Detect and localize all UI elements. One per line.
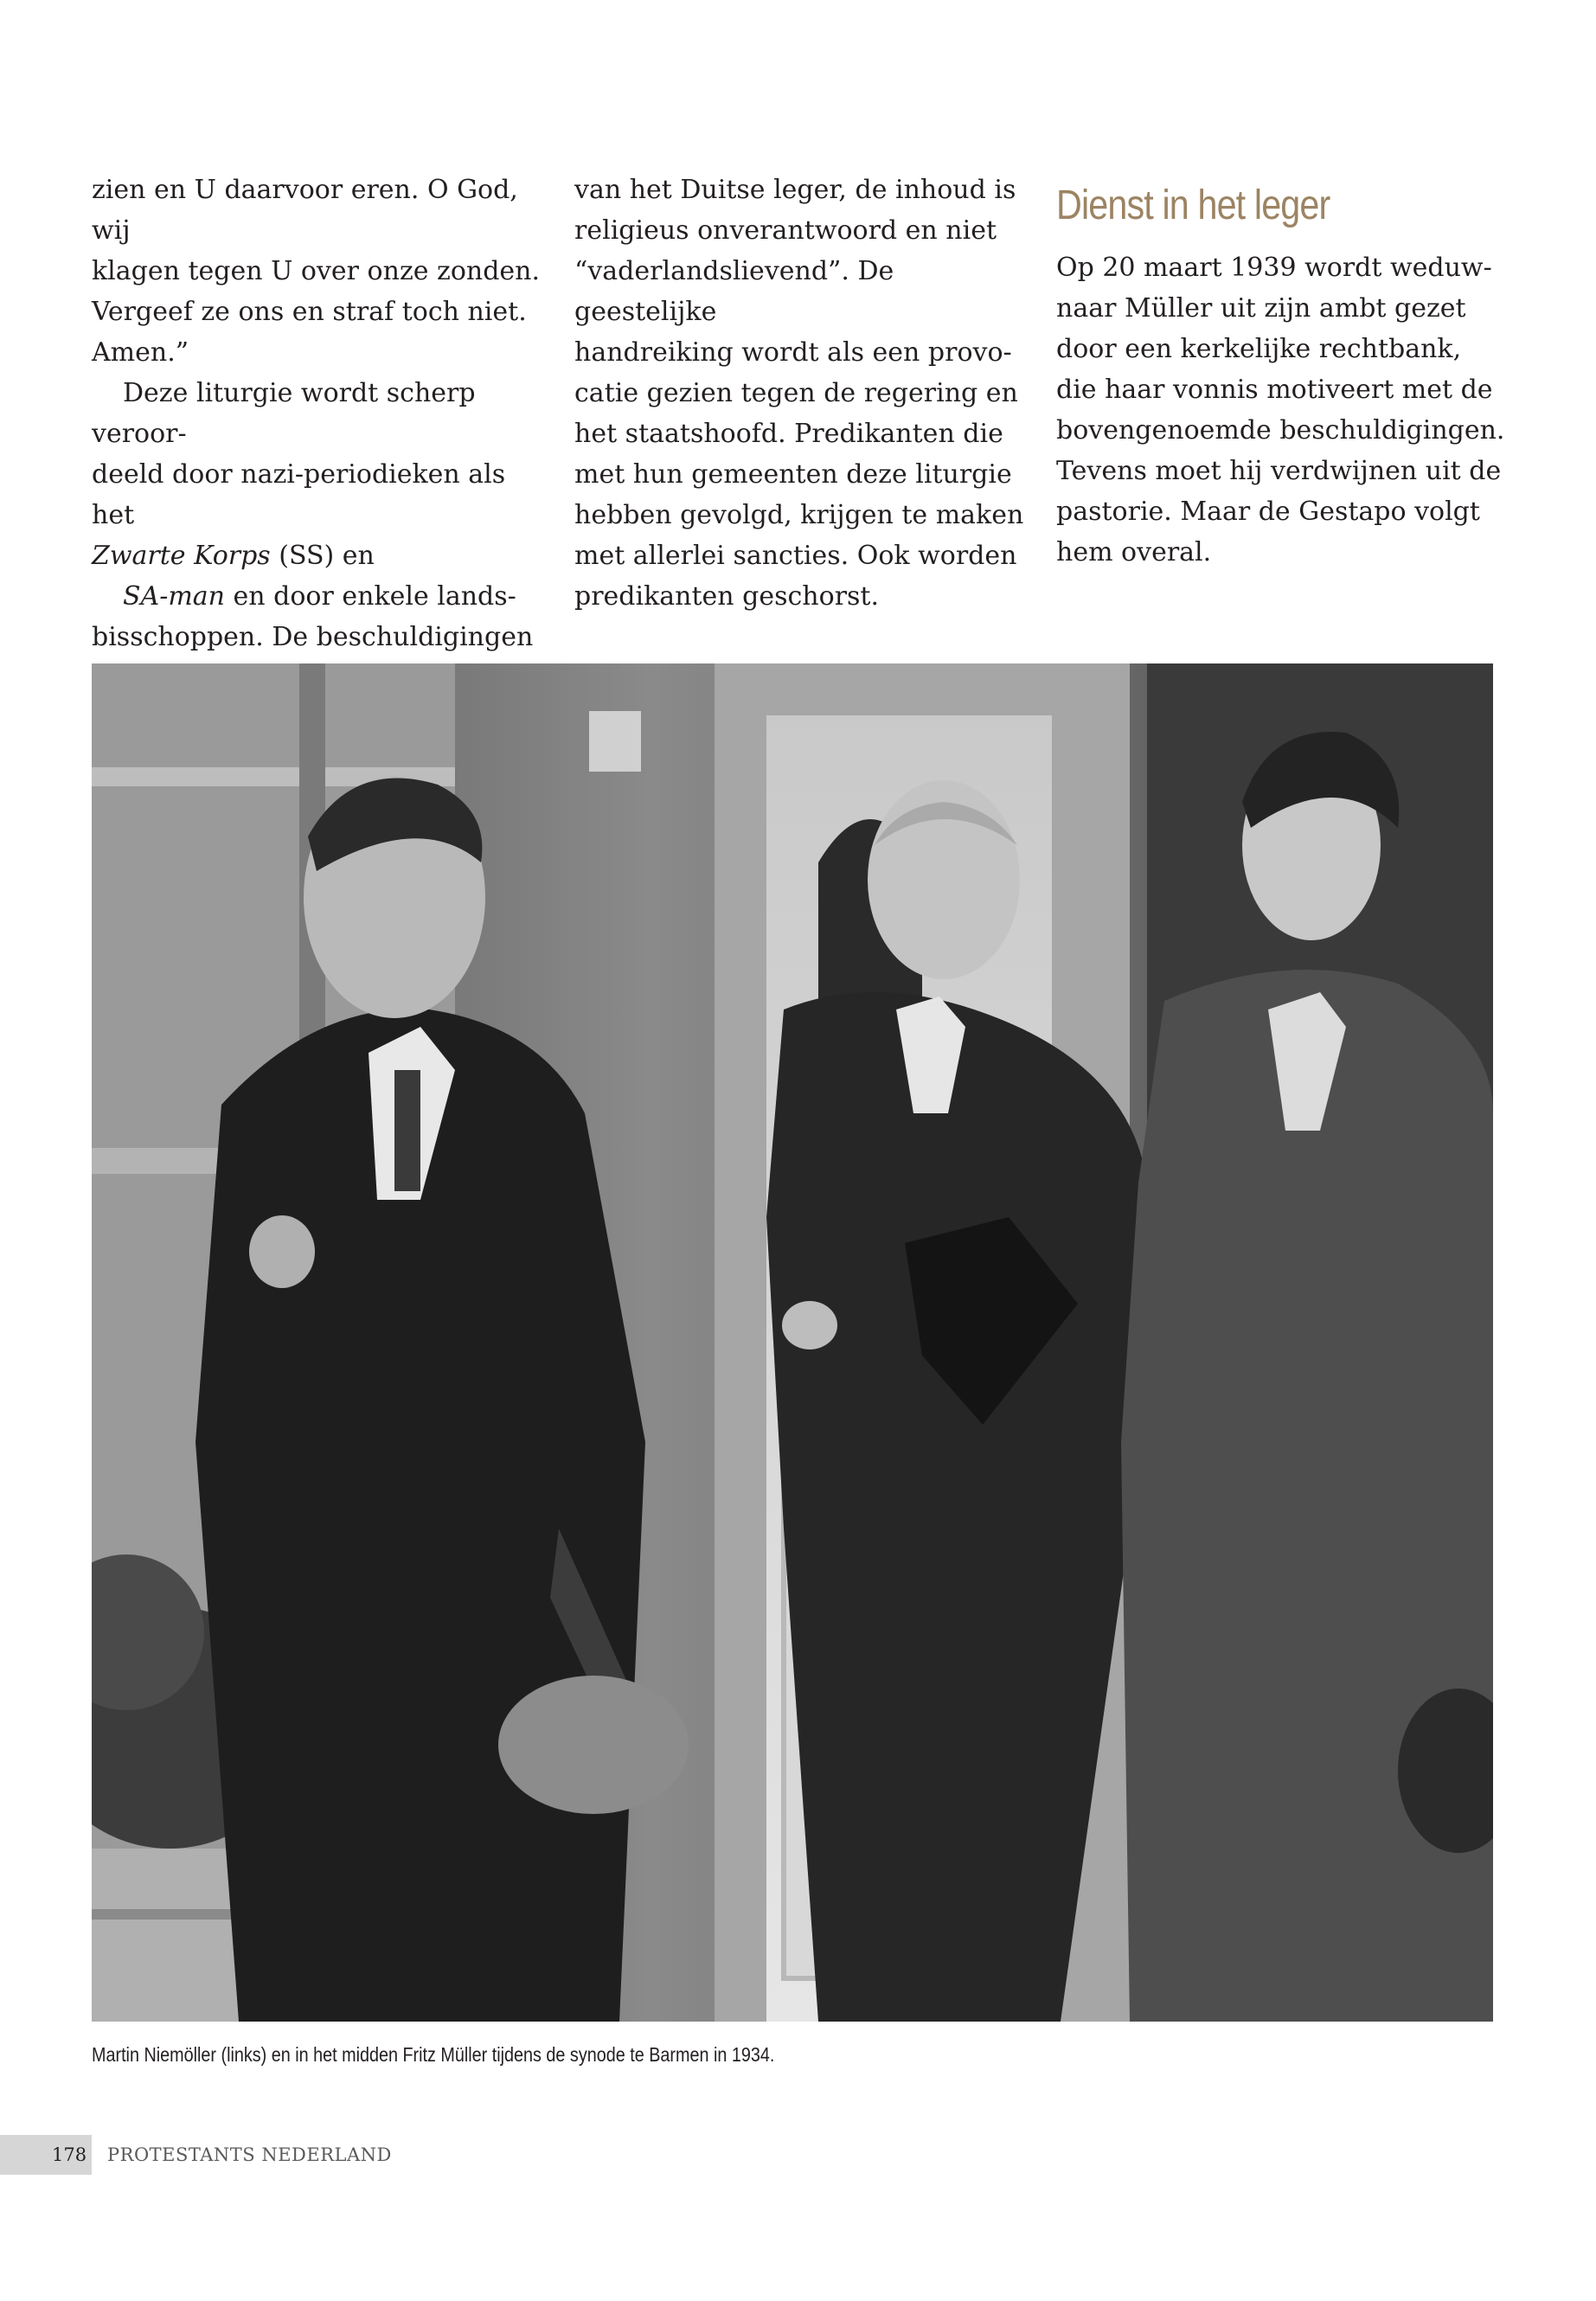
text-line: predikanten geschorst. <box>574 581 880 612</box>
text-run: (SS) en <box>270 541 375 571</box>
text-line: hem overal. <box>1056 537 1212 567</box>
page-number: 178 <box>52 2144 87 2165</box>
text-line: Tevens moet hij verdwijnen uit de <box>1056 456 1502 486</box>
text-line: handreiking wordt als een provo- <box>574 337 1012 368</box>
text-line: pastorie. Maar de Gestapo volgt <box>1056 497 1480 527</box>
text-line: Amen.” <box>92 337 189 368</box>
text-line: klagen tegen U over onze zonden. <box>92 256 541 286</box>
text-line: zien en U daarvoor eren. O God, wij <box>92 175 518 246</box>
text-line: van het Duitse leger, de inhoud is <box>574 175 1016 205</box>
text-line: Deze liturgie wordt scherp veroor- <box>92 378 476 449</box>
running-head: PROTESTANTS NEDERLAND <box>107 2144 392 2165</box>
text-line: door een kerkelijke rechtbank, <box>1056 334 1462 364</box>
text-column-3 <box>1056 247 1506 573</box>
text-run: en door enkele lands- <box>225 581 516 612</box>
text-line: Vergeef ze ons en straf toch niet. <box>92 297 527 327</box>
italic-title: SA-man <box>123 581 226 612</box>
text-line: bisschoppen. De beschuldigingen <box>92 622 534 652</box>
italic-title: Zwarte Korps <box>92 541 271 571</box>
text-line <box>92 535 542 576</box>
historical-photo <box>92 663 1493 2022</box>
text-line: met hun gemeenten deze liturgie <box>574 459 1012 490</box>
text-line: het staatshoofd. Predikanten die <box>574 419 1003 449</box>
text-line: Op 20 maart 1939 wordt weduw- <box>1056 253 1492 283</box>
text-line: hebben gevolgd, krijgen te maken <box>574 500 1024 530</box>
text-line: met allerlei sancties. Ook worden <box>574 541 1017 571</box>
text-line <box>92 576 542 617</box>
photo-caption: Martin Niemöller (links) en in het midden Fritz Müller tijdens de synode te Barmen in 1934. <box>92 2043 775 2066</box>
text-line: die haar vonnis motiveert met de <box>1056 375 1493 405</box>
section-heading: Dienst in het leger <box>1056 183 1330 228</box>
text-line: religieus onverantwoord en niet <box>574 215 997 246</box>
text-column-1 <box>92 170 542 739</box>
text-line: naar Müller uit zijn ambt gezet <box>1056 293 1466 324</box>
text-line: “vaderlandslievend”. De geestelijke <box>574 256 894 327</box>
text-line: catie gezien tegen de regering en <box>574 378 1018 408</box>
text-column-2 <box>574 170 1024 617</box>
text-line: bovengenoemde beschuldigingen. <box>1056 415 1505 445</box>
text-line: deeld door nazi-periodieken als het <box>92 459 506 530</box>
